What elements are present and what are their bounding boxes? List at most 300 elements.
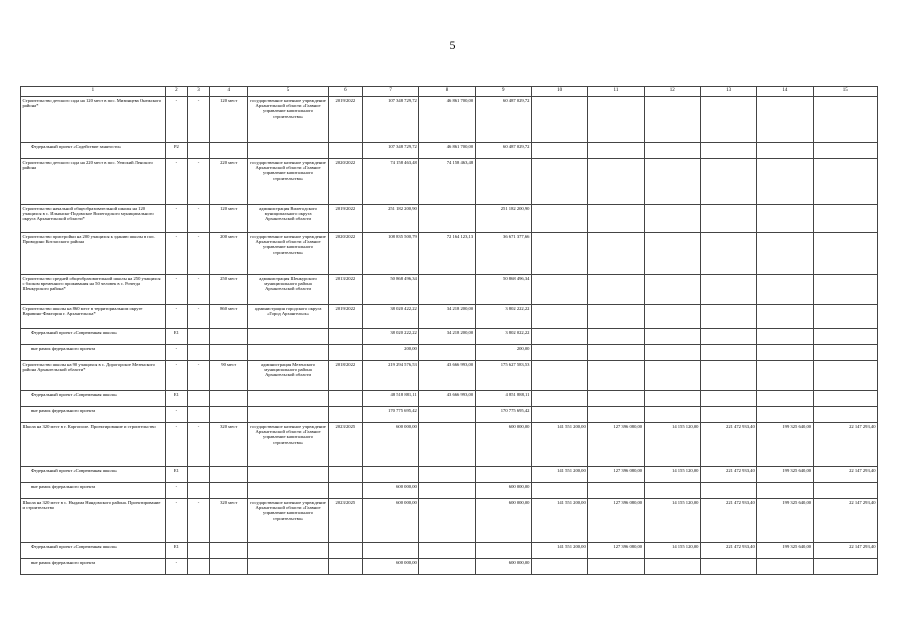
table-cell: 60 487 029,72 [475,97,531,143]
table-cell [328,543,362,559]
table-cell: государственное казенное учреждение Архангельской области «Главное управление капитального строительства» [248,233,328,275]
table-cell [475,543,531,559]
table-cell: Строительство средней общеобразовательной школы на 250 учащихся с блоком временного проживания на 50 человек в с. Рочегда Шенкурского района* [21,275,166,305]
table-cell [700,275,756,305]
table-cell: Школа на 320 мест в с. Ныдама Няндомского района. Проектирование и строительство [21,499,166,543]
table-cell: 22 147 293,40 [813,423,877,467]
table-cell: 34 218 200,00 [419,329,475,345]
table-cell [644,143,700,159]
table-cell: 127 396 080,00 [588,467,644,483]
table-cell: 199 325 640,00 [757,543,813,559]
table-subrow [21,467,878,483]
table-cell [248,143,328,159]
table-cell [210,467,248,483]
table-subrow [21,407,878,423]
table-cell: - [187,97,209,143]
table-cell [248,483,328,499]
table-cell: 43 666 993,00 [419,361,475,391]
table-cell: 221 472 933,40 [700,543,756,559]
table-cell [210,559,248,575]
table-cell [248,467,328,483]
table-cell [813,97,877,143]
table-cell: администрация Вилегодского муниципального округа Архангельской области [248,205,328,233]
column-header: 15 [813,87,877,97]
table-cell [757,275,813,305]
table-cell [419,345,475,361]
table-cell: Строительство начальной общеобразовательной школы на 120 учащихся в с. Ильинско-Подомское Вилегодского муниципального округа Архангельской области* [21,205,166,233]
column-header: 8 [419,87,475,97]
table-cell [588,329,644,345]
table-cell [419,423,475,467]
table-cell: - [165,559,187,575]
table-cell: 320 мест [210,423,248,467]
table-cell [588,483,644,499]
table-cell: государственное казенное учреждение Архангельской области «Главное управление капитального строительства» [248,97,328,143]
table-cell [419,467,475,483]
table-cell: 2013/2022 [328,275,362,305]
table-cell: 600 000,00 [475,499,531,543]
table-cell: 221 472 933,40 [700,499,756,543]
table-subrow [21,329,878,345]
table-row [21,423,878,467]
table-cell: Федеральный проект «Современная школа» [21,467,166,483]
column-header: 6 [328,87,362,97]
table-cell [588,275,644,305]
table-cell: - [187,233,209,275]
table-cell: - [187,275,209,305]
table-cell: 860 мест [210,305,248,329]
table-cell: - [165,345,187,361]
table-cell: 170 775 695,42 [362,407,418,423]
table-cell [700,233,756,275]
table-cell: - [165,97,187,143]
column-header: 3 [187,87,209,97]
table-cell: 2018/2022 [328,361,362,391]
table-cell [644,305,700,329]
table-cell: - [165,305,187,329]
table-cell [531,345,587,361]
table-cell [531,407,587,423]
table-cell: 219 294 576,53 [362,361,418,391]
table-cell [588,407,644,423]
table-cell: Строительство детского сада на 120 мест в пос. Мизинцева Онежского района* [21,97,166,143]
table-subrow [21,543,878,559]
table-cell: 600 000,00 [362,559,418,575]
table-cell [419,499,475,543]
table-cell [531,559,587,575]
table-cell [328,483,362,499]
table-cell: 60 487 029,72 [475,143,531,159]
table-cell [187,559,209,575]
table-cell [248,559,328,575]
table-cell [644,559,700,575]
table-cell: вне рамок федерального проекта [21,559,166,575]
table-cell: 22 147 293,40 [813,467,877,483]
column-header: 13 [700,87,756,97]
table-cell: 600 000,00 [475,423,531,467]
table-cell: 2020/2022 [328,233,362,275]
table-cell [328,143,362,159]
table-cell: - [165,407,187,423]
table-cell [700,391,756,407]
table-cell [700,97,756,143]
table-cell [700,305,756,329]
table-cell [813,361,877,391]
table-cell [187,391,209,407]
table-cell [644,407,700,423]
table-cell: 3 802 022,22 [475,329,531,345]
table-row [21,97,878,143]
table-cell: - [187,499,209,543]
table-cell: Школа на 320 мест в г. Каргополе. Проектирование и строительство [21,423,166,467]
table-cell: 127 396 080,00 [588,499,644,543]
table-cell [419,543,475,559]
table-cell: 127 396 080,00 [588,423,644,467]
table-cell: - [165,361,187,391]
table-cell: 4 851 888,11 [475,391,531,407]
table-cell: Строительство пристройки на 200 учащихся к зданию школы в пос. Приводино Котласского района [21,233,166,275]
table-cell [419,275,475,305]
table-cell: - [165,159,187,205]
table-cell [813,391,877,407]
table-cell: 107 348 729,72 [362,143,418,159]
table-cell [813,407,877,423]
table-cell: 46 861 700,00 [419,143,475,159]
table-cell [813,559,877,575]
table-subrow [21,483,878,499]
table-cell [757,329,813,345]
table-cell: администрация Мезенского муниципального района Архангельской области [248,361,328,391]
table-cell [644,233,700,275]
table-cell: 251 182 200,90 [475,205,531,233]
table-cell [644,159,700,205]
table-cell: вне рамок федерального проекта [21,483,166,499]
table-cell: - [187,423,209,467]
table-cell [475,159,531,205]
table-cell: 141 551 200,00 [531,467,587,483]
table-cell [588,391,644,407]
table-cell: - [187,159,209,205]
table-cell [531,97,587,143]
table-cell: 2023/2025 [328,423,362,467]
table-cell [644,391,700,407]
table-cell [700,205,756,233]
table-cell: 250 мест [210,275,248,305]
table-cell: 175 627 583,53 [475,361,531,391]
column-header: 1 [21,87,166,97]
table-cell [210,329,248,345]
table-cell: 36 671 377,66 [475,233,531,275]
table-subrow [21,143,878,159]
table-cell: 48 518 881,11 [362,391,418,407]
table-cell [757,361,813,391]
table-cell: - [187,305,209,329]
table-cell [419,559,475,575]
table-cell: 2019/2022 [328,205,362,233]
table-cell [531,159,587,205]
table-cell [419,483,475,499]
table-cell: - [187,205,209,233]
table-cell: 199 325 640,00 [757,423,813,467]
table-cell [588,97,644,143]
table-cell: 2019/2022 [328,97,362,143]
table-cell [700,559,756,575]
table-cell: - [187,361,209,391]
table-cell [757,559,813,575]
table-cell: - [165,275,187,305]
table-cell: 600 000,00 [475,559,531,575]
table-cell [813,483,877,499]
table-cell [187,483,209,499]
table-cell [362,467,418,483]
table-cell [813,345,877,361]
table-cell: - [165,423,187,467]
table-cell [588,143,644,159]
table-cell: Строительство детского сада на 220 мест в пос. Уемский Ленского района [21,159,166,205]
table-cell: 141 551 200,00 [531,499,587,543]
table-cell: государственное казенное учреждение Архангельской области «Главное управление капитального строительства» [248,423,328,467]
table-cell [475,467,531,483]
table-row [21,205,878,233]
table-cell [757,159,813,205]
table-cell: вне рамок федерального проекта [21,345,166,361]
table-cell: 107 348 729,72 [362,97,418,143]
table-subrow [21,391,878,407]
table-cell [644,345,700,361]
table-cell [187,467,209,483]
table-cell [588,361,644,391]
table-cell [248,543,328,559]
table-cell [248,329,328,345]
column-header: 2 [165,87,187,97]
table-cell [813,205,877,233]
table-cell: 221 472 933,40 [700,423,756,467]
table-row [21,233,878,275]
table-cell [210,543,248,559]
table-cell: Федеральный проект «Современная школа» [21,329,166,345]
table-cell: 74 158 463,48 [362,159,418,205]
table-cell: 320 мест [210,499,248,543]
table-cell [700,143,756,159]
table-cell [531,483,587,499]
column-header: 4 [210,87,248,97]
column-header: 7 [362,87,418,97]
table-cell [813,275,877,305]
table-cell: 14 155 120,00 [644,499,700,543]
table-cell: 90 мест [210,361,248,391]
table-cell [248,345,328,361]
table-cell [187,345,209,361]
table-cell: Федеральный проект «Современная школа» [21,543,166,559]
table-cell [700,407,756,423]
table-cell: - [165,205,187,233]
table-cell: 14 155 120,00 [644,467,700,483]
table-cell [813,233,877,275]
table-cell: 200,00 [475,345,531,361]
table-cell: 221 472 933,40 [700,467,756,483]
table-cell: 600 000,00 [475,483,531,499]
table-cell: государственное казенное учреждение Архангельской области «Главное управление капитального строительства» [248,499,328,543]
table-row [21,275,878,305]
table-cell: 22 147 293,40 [813,499,877,543]
column-header: 14 [757,87,813,97]
budget-table [20,86,878,575]
table-cell: Строительство школы на 90 учащихся в с. Дорогорское Мезенского района Архангельской области* [21,361,166,391]
table-cell [531,275,587,305]
table-cell [210,391,248,407]
table-cell: 170 775 695,42 [475,407,531,423]
table-cell [531,361,587,391]
table-cell: 2020/2022 [328,159,362,205]
table-cell [588,345,644,361]
table-cell [328,467,362,483]
table-cell: - [165,483,187,499]
table-subrow [21,559,878,575]
table-cell: 74 158 463,48 [419,159,475,205]
table-cell: администрация Шенкурского муниципального района Архангельской области [248,275,328,305]
table-cell: Федеральный проект «Современная школа» [21,391,166,407]
table-cell: 108 835 500,79 [362,233,418,275]
table-cell [757,391,813,407]
table-row [21,499,878,543]
table-cell [757,483,813,499]
table-cell [700,329,756,345]
table-cell: - [165,499,187,543]
table-cell: государственное казенное учреждение Архангельской области «Главное управление капитального строительства» [248,159,328,205]
table-cell [210,345,248,361]
table-cell [210,483,248,499]
table-cell [813,329,877,345]
table-cell: 200 мест [210,233,248,275]
table-cell [644,205,700,233]
table-cell: 3 802 222,22 [475,305,531,329]
column-header: 9 [475,87,531,97]
header-row [21,87,878,97]
table-cell [700,361,756,391]
table-cell: 199 325 640,00 [757,499,813,543]
table-cell [588,233,644,275]
table-cell: 72 164 123,13 [419,233,475,275]
table-cell [757,345,813,361]
table-cell [644,275,700,305]
table-cell [187,143,209,159]
table-cell: Федеральный проект «Содействие занятости» [21,143,166,159]
table-cell: 22 147 293,40 [813,543,877,559]
table-cell: 600 000,00 [362,483,418,499]
table-cell [328,407,362,423]
table-cell [757,233,813,275]
table-cell: 600 000,00 [362,499,418,543]
table-cell [328,391,362,407]
table-cell [757,407,813,423]
table-cell [531,391,587,407]
table-cell: 120 мест [210,97,248,143]
table-cell [813,143,877,159]
table-cell: 127 396 080,00 [588,543,644,559]
table-cell: 38 020 422,22 [362,305,418,329]
table-cell [700,483,756,499]
table-cell [588,559,644,575]
table-cell [187,407,209,423]
table-cell [419,205,475,233]
table-cell [362,543,418,559]
table-cell: 600 000,00 [362,423,418,467]
table-row [21,159,878,205]
table-row [21,361,878,391]
table-cell: P2 [165,143,187,159]
table-cell [419,407,475,423]
table-cell: Строительство школы на 860 мест в территориальном округе Варавино-Фактория г. Архангельска* [21,305,166,329]
table-row [21,305,878,329]
table-cell: вне рамок федерального проекта [21,407,166,423]
table-subrow [21,345,878,361]
column-header: 10 [531,87,587,97]
table-cell [531,143,587,159]
table-cell: E1 [165,329,187,345]
table-cell [187,329,209,345]
table-cell: администрация городского округа «Город Архангельск» [248,305,328,329]
table-cell [588,305,644,329]
table-cell [644,483,700,499]
table-cell: 14 155 120,00 [644,543,700,559]
table-cell: 200,00 [362,345,418,361]
table-cell: 14 155 120,00 [644,423,700,467]
table-cell [210,407,248,423]
table-cell [813,305,877,329]
column-header: 11 [588,87,644,97]
column-header: 5 [248,87,328,97]
table-cell [813,159,877,205]
table-cell: 251 182 200,90 [362,205,418,233]
table-cell: - [165,233,187,275]
table-cell [588,159,644,205]
table-cell [757,205,813,233]
table-cell [328,329,362,345]
table-cell [644,329,700,345]
page-number: 5 [449,38,456,52]
table-cell: E1 [165,391,187,407]
table-cell [531,205,587,233]
table-cell [187,543,209,559]
table-cell: 50 868 496,34 [475,275,531,305]
table-cell [531,233,587,275]
table-cell: 38 020 222,22 [362,329,418,345]
table-cell: 46 861 700,00 [419,97,475,143]
table-cell [757,143,813,159]
table-cell [328,345,362,361]
table-cell [531,329,587,345]
table-cell [328,559,362,575]
table-cell: 220 мест [210,159,248,205]
table-cell: 199 325 640,00 [757,467,813,483]
table-cell: 50 868 496,34 [362,275,418,305]
table-cell: E1 [165,467,187,483]
table-cell: 141 551 200,00 [531,543,587,559]
table-cell: 2023/2025 [328,499,362,543]
table-cell [700,159,756,205]
table-cell: 141 551 200,00 [531,423,587,467]
table-cell [210,143,248,159]
table-cell [757,305,813,329]
table-cell: 120 мест [210,205,248,233]
table-cell [757,97,813,143]
table-cell: 34 218 200,00 [419,305,475,329]
table-cell: 43 666 993,00 [419,391,475,407]
column-header: 12 [644,87,700,97]
table-cell [588,205,644,233]
table-cell: E1 [165,543,187,559]
table-cell [531,305,587,329]
